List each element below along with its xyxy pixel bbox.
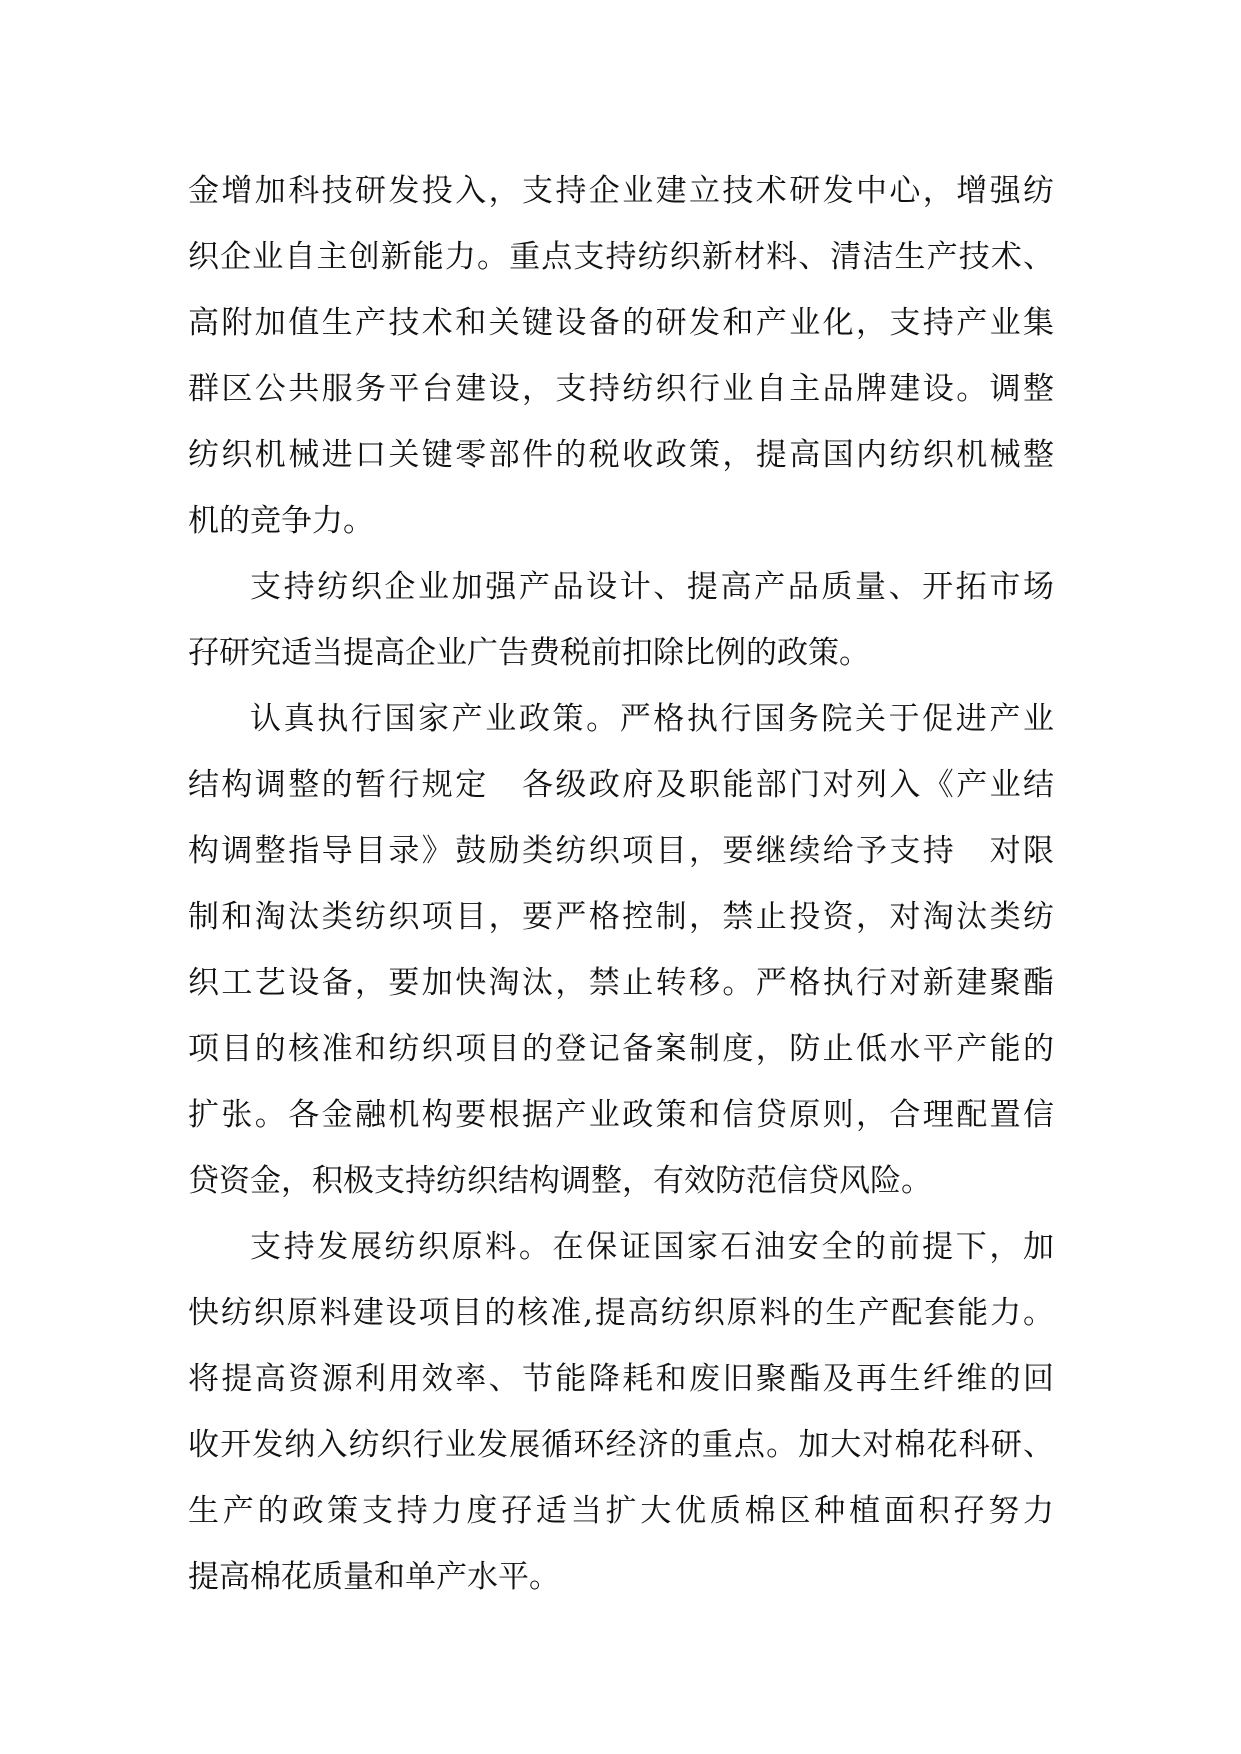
text-line: 支持发展纺织原料。在保证国家石油安全的前提下，加 [250,1229,1054,1265]
text-line: 孖研究适当提高企业广告费税前扣除比例的政策。 [188,635,870,671]
text-line: 收开发纳入纺织行业发展循环经济的重点。加大对棉花科研、 [188,1427,1054,1463]
paragraph-2 [188,554,1054,686]
text-line: 金增加科技研发投入，支持企业建立技术研发中心，增强纺 [188,173,1054,209]
text-line: 构调整指导目录》鼓励类纺织项目，要继续给予支持 对限 [188,833,1054,869]
text-line: 认真执行国家产业政策。严格执行国务院关于促进产业 [250,701,1054,737]
text-line: 生产的政策支持力度孖适当扩大优质棉区种植面积孖努力 [188,1493,1054,1529]
text-line: 将提高资源利用效率、节能降耗和废旧聚酯及再生纤维的回 [188,1361,1054,1397]
text-line: 贷资金，积极支持纺织结构调整，有效防范信贷风险。 [188,1163,932,1199]
text-line: 快纺织原料建设项目的核准,提高纺织原料的生产配套能力。 [188,1295,1054,1331]
body-text [188,158,1054,1610]
text-line: 项目的核准和纺织项目的登记备案制度，防止低水平产能的 [188,1031,1054,1067]
text-line: 提高棉花质量和单产水平。 [188,1559,560,1595]
paragraph-4 [188,1214,1054,1610]
text-line: 群区公共服务平台建设，支持纺织行业自主品牌建设。调整 [188,371,1054,407]
paragraph-3 [188,686,1054,1214]
text-line: 织工艺设备，要加快淘汰，禁止转移。严格执行对新建聚酯 [188,965,1054,1001]
text-line: 结构调整的暂行规定 各级政府及职能部门对列入《产业结 [188,767,1054,803]
text-line: 支持纺织企业加强产品设计、提高产品质量、开拓市场 [250,569,1054,605]
paragraph-1 [188,158,1054,554]
text-line: 机的竞争力。 [188,503,374,539]
text-line: 制和淘汰类纺织项目，要严格控制，禁止投资，对淘汰类纺 [188,899,1054,935]
text-line: 扩张。各金融机构要根据产业政策和信贷原则，合理配置信 [188,1097,1054,1133]
text-line: 纺织机械进口关键零部件的税收政策，提高国内纺织机械整 [188,437,1054,473]
text-line: 高附加值生产技术和关键设备的研发和产业化，支持产业集 [188,305,1054,341]
text-line: 织企业自主创新能力。重点支持纺织新材料、清洁生产技术、 [188,239,1054,275]
